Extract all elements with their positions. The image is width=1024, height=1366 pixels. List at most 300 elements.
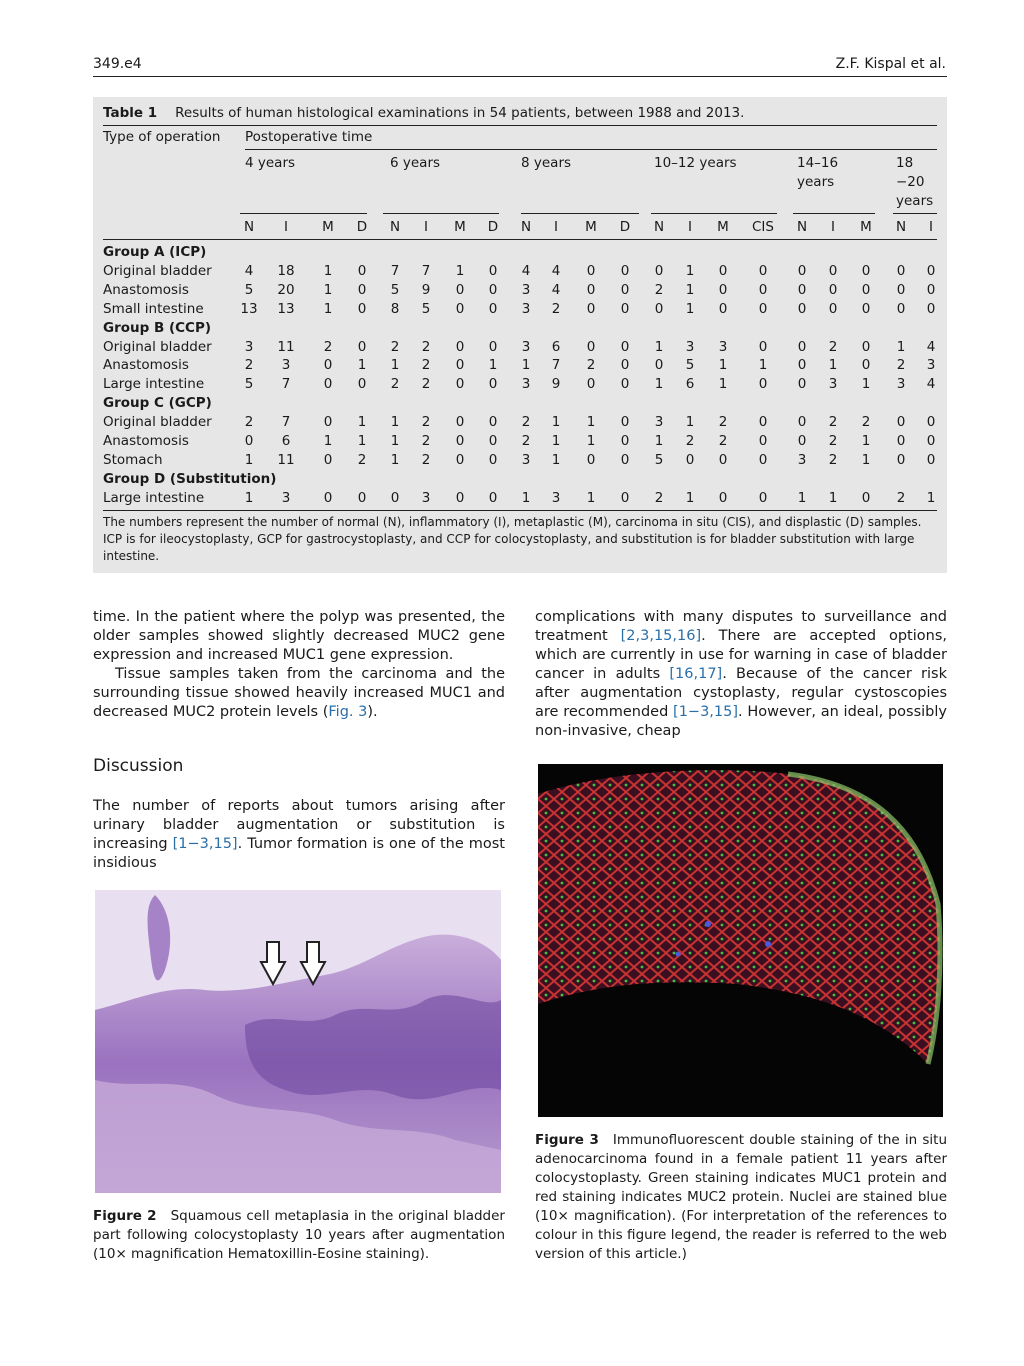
- table-cell: 3: [281, 489, 291, 506]
- table-cell: 0: [323, 376, 333, 393]
- subheader-cell: CIS: [752, 219, 774, 235]
- table-cell: 2: [718, 433, 728, 449]
- table-cell: 2: [828, 414, 838, 431]
- text: . Tumor formation is one of the most insidious: [93, 836, 505, 871]
- table-cell: 0: [455, 338, 465, 355]
- table-cell: 0: [828, 281, 838, 298]
- subheader-cell: N: [796, 219, 808, 235]
- table-cell: 0: [718, 281, 728, 298]
- table-cell: 2: [896, 357, 906, 374]
- table-cell: 6: [281, 433, 291, 449]
- row-label: Anastomosis: [103, 281, 189, 298]
- period-14-16-years: years: [797, 174, 835, 190]
- subheader-cell: N: [243, 219, 255, 235]
- table-cell: 3: [718, 338, 728, 355]
- subheader-cell: D: [487, 219, 499, 235]
- table-cell: 0: [861, 300, 871, 317]
- group-label: Group B (CCP): [103, 319, 212, 336]
- table-caption-text: Results of human histological examinations in 54 patients, between 1988 and 2013.: [175, 105, 745, 121]
- figure-ref-link[interactable]: Fig. 3: [328, 704, 368, 720]
- table-cell: 0: [323, 451, 333, 468]
- subheader-cell: I: [424, 219, 428, 235]
- table-cell: 0: [357, 338, 367, 355]
- table-cell: 2: [390, 376, 400, 393]
- table-cell: 0: [797, 433, 807, 449]
- table-cell: 2: [244, 357, 254, 374]
- table-cell: 0: [718, 451, 728, 468]
- table-cell: 0: [896, 451, 906, 468]
- subheader-cell: N: [520, 219, 532, 235]
- row-label: Original bladder: [103, 338, 212, 355]
- text: Tissue samples taken from the carcinoma and the surrounding tissue showed heavily increased MUC1 and decreased MUC2 protein levels (: [93, 666, 505, 720]
- group-label: Group C (GCP): [103, 395, 212, 412]
- table-cell: 1: [586, 489, 596, 506]
- row-label: Anastomosis: [103, 357, 189, 374]
- table-label: Table 1: [103, 105, 158, 121]
- table-cell: 1: [521, 357, 531, 374]
- table-cell: 2: [521, 414, 531, 431]
- table-cell: 0: [620, 414, 630, 431]
- table-cell: 0: [861, 357, 871, 374]
- table-cell: 2: [421, 414, 431, 431]
- table-cell: 1: [551, 414, 561, 431]
- table-cell: 1: [685, 262, 695, 279]
- table-cell: 0: [797, 338, 807, 355]
- table-cell: 0: [586, 376, 596, 393]
- table-cell: 0: [488, 338, 498, 355]
- table-cell: 1: [244, 451, 254, 468]
- figure-3-image: [538, 764, 943, 1117]
- table-cell: 2: [421, 376, 431, 393]
- table-cell: 1: [718, 376, 728, 393]
- period-4-years: 4 years: [245, 155, 296, 171]
- table-cell: 1: [654, 433, 664, 449]
- row-label: Stomach: [103, 451, 163, 468]
- table-cell: 5: [654, 451, 664, 468]
- table-cell: 0: [323, 414, 333, 431]
- table-cell: 1: [390, 357, 400, 374]
- group-rule-6: [383, 213, 499, 214]
- period-8-years: 8 years: [521, 155, 572, 171]
- table-cell: 1: [828, 489, 838, 506]
- table-cell: 0: [357, 376, 367, 393]
- paragraph: [93, 665, 505, 722]
- table-cell: 0: [488, 414, 498, 431]
- table-cell: 0: [323, 489, 333, 506]
- paragraph: [535, 608, 947, 741]
- table-cell: 3: [521, 300, 531, 317]
- group-rule-10: [651, 213, 777, 214]
- table-cell: 7: [551, 357, 561, 374]
- table-cell: 1: [654, 338, 664, 355]
- table-cell: 1: [244, 489, 254, 506]
- table-rule-bottom: [103, 510, 937, 511]
- table-cell: 0: [390, 489, 400, 506]
- table-cell: 3: [521, 376, 531, 393]
- figure-2-image: [95, 890, 501, 1193]
- table-cell: 2: [828, 338, 838, 355]
- group-label: Group A (ICP): [103, 244, 207, 260]
- table-cell: 5: [421, 300, 431, 317]
- table-cell: 1: [521, 489, 531, 506]
- table-cell: 0: [654, 300, 664, 317]
- table-cell: 0: [896, 262, 906, 279]
- row-label: Anastomosis: [103, 433, 189, 449]
- table-cell: 3: [521, 281, 531, 298]
- citation-link[interactable]: [1−3,15]: [172, 836, 238, 852]
- table-cell: 3: [926, 357, 936, 374]
- table-cell: 1: [797, 489, 807, 506]
- table-cell: 4: [551, 262, 561, 279]
- table-cell: 5: [390, 281, 400, 298]
- table-cell: 7: [281, 376, 291, 393]
- table-cell: 0: [797, 300, 807, 317]
- table-cell: 1: [551, 433, 561, 449]
- table-cell: 3: [244, 338, 254, 355]
- table-cell: 1: [488, 357, 498, 374]
- table-cell: 3: [654, 414, 664, 431]
- table-cell: 4: [521, 262, 531, 279]
- subheader-cell: N: [895, 219, 907, 235]
- table-cell: 0: [488, 281, 498, 298]
- subheader-cell: D: [356, 219, 368, 235]
- table-cell: 0: [758, 262, 768, 279]
- table-cell: 1: [323, 262, 333, 279]
- figure-2-caption: [93, 1207, 505, 1264]
- histology-micrograph: [95, 890, 501, 1193]
- table-cell: 1: [828, 357, 838, 374]
- table-cell: 0: [323, 357, 333, 374]
- period-18: 18: [896, 155, 914, 171]
- table-cell: 3: [828, 376, 838, 393]
- table-cell: 3: [896, 376, 906, 393]
- table-cell: 0: [861, 338, 871, 355]
- left-column-text: [93, 608, 505, 722]
- table-cell: 0: [620, 338, 630, 355]
- table-cell: 0: [926, 433, 936, 449]
- table-cell: 0: [455, 489, 465, 506]
- table-cell: 1: [357, 357, 367, 374]
- table-cell: 1: [685, 489, 695, 506]
- table-cell: 1: [357, 414, 367, 431]
- table-cell: 1: [685, 414, 695, 431]
- table-cell: 0: [896, 300, 906, 317]
- discussion-heading: Discussion: [93, 756, 184, 776]
- period-18-20: −20: [896, 174, 925, 190]
- table-cell: 0: [861, 489, 871, 506]
- subheader-cell: M: [585, 219, 597, 235]
- table-cell: 3: [797, 451, 807, 468]
- page-number: 349.e4: [93, 56, 142, 72]
- subheader-cell: M: [717, 219, 729, 235]
- table-cell: 20: [277, 281, 295, 298]
- table-cell: 1: [586, 414, 596, 431]
- subheader-cell: M: [454, 219, 466, 235]
- group-rule-18: [893, 213, 937, 214]
- table-cell: 1: [861, 451, 871, 468]
- subheader-cell: M: [860, 219, 872, 235]
- table-cell: 0: [488, 262, 498, 279]
- table-cell: 0: [758, 489, 768, 506]
- period-10-12-years: 10–12 years: [654, 155, 737, 171]
- subheader-cell: M: [322, 219, 334, 235]
- text: complications with many disputes to surveillance and treatment: [535, 609, 947, 644]
- citation-link[interactable]: [2,3,15,16]: [620, 628, 702, 644]
- table-cell: 0: [896, 433, 906, 449]
- table-cell: 13: [240, 300, 258, 317]
- table-cell: 0: [654, 357, 664, 374]
- text: . There are accepted options, which are currently in use for warning in case of bladder cancer in adults: [535, 628, 947, 682]
- table-cell: 1: [896, 338, 906, 355]
- table-cell: 2: [654, 281, 664, 298]
- table-cell: 0: [896, 281, 906, 298]
- table-cell: 1: [654, 376, 664, 393]
- table-cell: 0: [357, 262, 367, 279]
- table-cell: 0: [455, 281, 465, 298]
- table-cell: 0: [797, 262, 807, 279]
- group-rule-4: [240, 213, 367, 214]
- row-label: Large intestine: [103, 376, 205, 393]
- discussion-paragraph: [93, 797, 505, 873]
- citation-link[interactable]: [16,17]: [669, 666, 723, 682]
- table-cell: 1: [357, 433, 367, 449]
- table-cell: 1: [323, 281, 333, 298]
- table-cell: 1: [861, 376, 871, 393]
- table-cell: 4: [926, 338, 936, 355]
- group-label: Group D (Substitution): [103, 470, 277, 487]
- table-cell: 0: [828, 300, 838, 317]
- table-cell: 0: [861, 262, 871, 279]
- subheader-cell: N: [653, 219, 665, 235]
- caption-text: Squamous cell metaplasia in the original bladder part following colocystoplasty 10 years after augmentation (10× magnification Hematoxillin-Eosine staining).: [93, 1208, 505, 1262]
- table-rule-top: [103, 125, 937, 126]
- table-cell: 2: [828, 451, 838, 468]
- table-cell: 8: [390, 300, 400, 317]
- table-cell: 2: [421, 357, 431, 374]
- subheader-rule: [103, 239, 937, 240]
- table-cell: 1: [390, 433, 400, 449]
- row-label: Original bladder: [103, 262, 212, 279]
- table-cell: 1: [718, 357, 728, 374]
- table-cell: 1: [323, 300, 333, 317]
- table-cell: 4: [244, 262, 254, 279]
- table-cell: 0: [357, 281, 367, 298]
- table-cell: 0: [586, 338, 596, 355]
- table-cell: 1: [685, 300, 695, 317]
- table-cell: 1: [685, 281, 695, 298]
- table-cell: 0: [586, 300, 596, 317]
- table-cell: 0: [586, 281, 596, 298]
- period-6-years: 6 years: [390, 155, 441, 171]
- table-cell: 6: [685, 376, 695, 393]
- table-cell: 0: [797, 414, 807, 431]
- table-cell: 3: [421, 489, 431, 506]
- table-cell: 0: [758, 338, 768, 355]
- table-cell: 0: [620, 281, 630, 298]
- table-cell: 2: [323, 338, 333, 355]
- table-cell: 2: [390, 338, 400, 355]
- table-cell: 0: [488, 376, 498, 393]
- text: The number of reports about tumors arising after urinary bladder augmentation or substitution is increasing: [93, 798, 505, 852]
- table-cell: 0: [357, 489, 367, 506]
- table-cell: 5: [685, 357, 695, 374]
- table-cell: 0: [861, 281, 871, 298]
- table-cell: 0: [455, 414, 465, 431]
- table-cell: 0: [926, 300, 936, 317]
- table-cell: 1: [390, 414, 400, 431]
- table-cell: 13: [277, 300, 295, 317]
- period-14-16: 14–16: [797, 155, 839, 171]
- table-cell: 1: [455, 262, 465, 279]
- row-label: Small intestine: [103, 300, 204, 317]
- paragraph: time. In the patient where the polyp was presented, the older samples showed slightly decreased MUC2 gene expression and increased MUC1 gene expression.: [93, 609, 505, 663]
- table-cell: 2: [828, 433, 838, 449]
- table-cell: 2: [896, 489, 906, 506]
- table-cell: 5: [244, 376, 254, 393]
- table-cell: 5: [244, 281, 254, 298]
- table-cell: 0: [926, 451, 936, 468]
- table-cell: 0: [357, 300, 367, 317]
- table-cell: 0: [620, 262, 630, 279]
- period-18-20-years: years: [896, 193, 934, 209]
- subheader-cell: I: [554, 219, 558, 235]
- immunofluorescence-micrograph: [538, 764, 943, 1117]
- table-cell: 0: [488, 489, 498, 506]
- table-cell: 0: [620, 451, 630, 468]
- table-cell: 3: [521, 451, 531, 468]
- table-cell: 0: [926, 281, 936, 298]
- table-cell: 2: [861, 414, 871, 431]
- subheader-cell: I: [688, 219, 692, 235]
- table-cell: 1: [551, 451, 561, 468]
- table-cell: 0: [455, 357, 465, 374]
- table-cell: 7: [421, 262, 431, 279]
- table-cell: 7: [390, 262, 400, 279]
- table-cell: 1: [323, 433, 333, 449]
- table-caption: [103, 105, 744, 121]
- table-cell: 0: [828, 262, 838, 279]
- figure-3-caption: [535, 1131, 947, 1264]
- table-cell: 2: [654, 489, 664, 506]
- table-cell: 2: [718, 414, 728, 431]
- right-column-text: [535, 608, 947, 741]
- subheader-cell: I: [831, 219, 835, 235]
- caption-text: Immunofluorescent double staining of the in situ adenocarcinoma found in a female patient 11 years after colocystoplasty. Green staining indicates MUC1 protein and red staining indicates MUC2 protein. Nuclei are stained blue (10× magnification). (For interpretation of the references to colour in this figure legend, the reader is referred to the web version of this article.): [535, 1132, 948, 1262]
- table-cell: 1: [861, 433, 871, 449]
- table-cell: 0: [455, 376, 465, 393]
- table-1: [93, 97, 947, 573]
- subheader-cell: D: [619, 219, 631, 235]
- table-cell: 0: [758, 451, 768, 468]
- table-cell: 18: [277, 262, 295, 279]
- table-cell: 0: [620, 300, 630, 317]
- postop-rule: [245, 149, 937, 150]
- table-cell: 0: [758, 433, 768, 449]
- table-cell: 2: [685, 433, 695, 449]
- group-rule-14: [793, 213, 875, 214]
- col-type-header: Type of operation: [103, 129, 221, 145]
- table-cell: 0: [488, 433, 498, 449]
- table-cell: 2: [586, 357, 596, 374]
- table-cell: 1: [926, 489, 936, 506]
- table-cell: 0: [620, 489, 630, 506]
- table-cell: 6: [551, 338, 561, 355]
- table-cell: 2: [421, 338, 431, 355]
- table-cell: 2: [521, 433, 531, 449]
- table-cell: 0: [758, 376, 768, 393]
- header-rule: [93, 76, 947, 77]
- group-rule-8: [521, 213, 639, 214]
- text: . However, an ideal, possibly non-invasive, cheap: [535, 704, 947, 739]
- table-cell: 11: [277, 451, 295, 468]
- table-cell: 0: [488, 451, 498, 468]
- running-authors: Z.F. Kispal et al.: [835, 56, 946, 72]
- subheader-cell: I: [929, 219, 933, 235]
- table-cell: 7: [281, 414, 291, 431]
- table-cell: 0: [797, 357, 807, 374]
- table-cell: 0: [896, 414, 906, 431]
- citation-link[interactable]: [1−3,15]: [673, 704, 739, 720]
- table-cell: 0: [586, 451, 596, 468]
- figure-label: Figure 3: [535, 1132, 599, 1148]
- table-cell: 0: [926, 414, 936, 431]
- table-cell: 0: [455, 433, 465, 449]
- table-cell: 0: [718, 489, 728, 506]
- table-cell: 0: [718, 262, 728, 279]
- table-cell: 2: [244, 414, 254, 431]
- table-cell: 4: [551, 281, 561, 298]
- table-cell: 0: [758, 281, 768, 298]
- table-cell: 1: [586, 433, 596, 449]
- table-cell: 0: [797, 376, 807, 393]
- table-cell: 3: [685, 338, 695, 355]
- table-note: The numbers represent the number of normal (N), inflammatory (I), metaplastic (M), carcinoma in situ (CIS), and displastic (D) samples. ICP is for ileocystoplasty, GCP for gastrocystoplasty, and CCP for colocystoplasty, and substitution is for bladder substitution with large intestine.: [103, 515, 922, 563]
- table-cell: 1: [758, 357, 768, 374]
- table-cell: 0: [620, 376, 630, 393]
- table-cell: 2: [421, 451, 431, 468]
- table-cell: 3: [281, 357, 291, 374]
- table-cell: 0: [620, 357, 630, 374]
- subheader-cell: I: [284, 219, 288, 235]
- table-cell: 0: [244, 433, 254, 449]
- table-cell: 4: [926, 376, 936, 393]
- table-cell: 9: [551, 376, 561, 393]
- table-cell: 3: [521, 338, 531, 355]
- table-cell: 0: [797, 281, 807, 298]
- subheader-cell: N: [389, 219, 401, 235]
- table-cell: 11: [277, 338, 295, 355]
- table-cell: 0: [455, 451, 465, 468]
- table-cell: 0: [685, 451, 695, 468]
- col-postop-header: Postoperative time: [245, 129, 373, 145]
- table-cell: 0: [758, 300, 768, 317]
- figure-label: Figure 2: [93, 1208, 157, 1224]
- table-cell: 0: [758, 414, 768, 431]
- table-cell: 0: [654, 262, 664, 279]
- row-label: Large intestine: [103, 489, 205, 506]
- table-cell: 2: [551, 300, 561, 317]
- text: . Because of the cancer risk after augmentation cystoplasty, regular cystoscopies are recommended: [535, 666, 947, 720]
- table-cell: 1: [390, 451, 400, 468]
- table-cell: 0: [488, 300, 498, 317]
- table-cell: 0: [455, 300, 465, 317]
- table-cell: 2: [357, 451, 367, 468]
- table-cell: 2: [421, 433, 431, 449]
- table-cell: 0: [926, 262, 936, 279]
- table-cell: 0: [620, 433, 630, 449]
- table-cell: 0: [718, 300, 728, 317]
- table-cell: 3: [551, 489, 561, 506]
